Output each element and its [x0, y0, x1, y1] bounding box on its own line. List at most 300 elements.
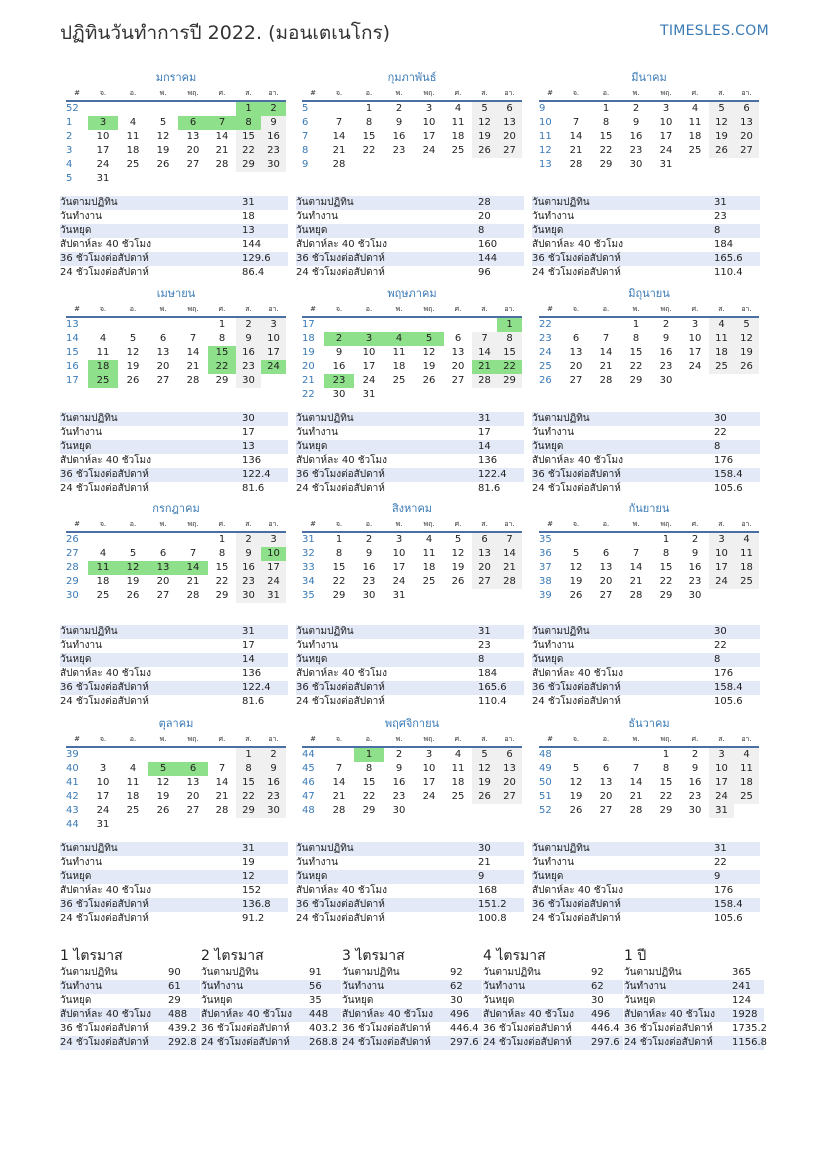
day-cell[interactable]: 25 — [451, 145, 465, 156]
day-cell[interactable]: 10 — [261, 332, 286, 346]
day-cell[interactable]: 21 — [472, 360, 497, 374]
day-cell[interactable]: 26 — [156, 805, 170, 816]
day-cell[interactable]: 28 — [215, 159, 229, 170]
day-cell[interactable]: 3 — [261, 532, 286, 547]
day-cell[interactable]: 2 — [691, 749, 699, 760]
day-cell[interactable]: 24 — [422, 791, 436, 802]
day-cell[interactable]: 22 — [362, 145, 376, 156]
day-cell[interactable]: 31 — [96, 819, 110, 830]
day-cell[interactable]: 3 — [425, 103, 433, 114]
day-cell[interactable]: 30 — [392, 805, 406, 816]
day-cell[interactable]: 6 — [178, 762, 208, 776]
day-cell[interactable]: 24 — [261, 360, 286, 374]
day-cell[interactable]: 8 — [662, 548, 670, 559]
day-cell[interactable]: 31 — [709, 804, 734, 818]
day-cell[interactable]: 6 — [159, 333, 167, 344]
day-cell[interactable]: 5 — [572, 548, 580, 559]
day-cell[interactable]: 10 — [659, 117, 673, 128]
day-cell[interactable]: 26 — [451, 576, 465, 587]
day-cell[interactable]: 16 — [362, 562, 376, 573]
day-cell[interactable]: 12 — [118, 561, 148, 575]
day-cell[interactable]: 18 — [126, 145, 140, 156]
day-cell[interactable]: 7 — [602, 333, 610, 344]
day-cell[interactable]: 29 — [236, 804, 261, 818]
day-cell[interactable]: 19 — [472, 776, 497, 790]
day-cell[interactable]: 13 — [569, 347, 583, 358]
day-cell[interactable]: 13 — [156, 347, 170, 358]
day-cell[interactable]: 2 — [261, 747, 286, 762]
day-cell[interactable]: 4 — [129, 117, 137, 128]
day-cell[interactable]: 30 — [362, 590, 376, 601]
day-cell[interactable]: 17 — [96, 145, 110, 156]
day-cell[interactable]: 6 — [454, 333, 462, 344]
day-cell[interactable]: 2 — [365, 534, 373, 545]
day-cell[interactable]: 20 — [186, 145, 200, 156]
day-cell[interactable]: 15 — [362, 131, 376, 142]
day-cell[interactable]: 12 — [709, 116, 734, 130]
day-cell[interactable]: 18 — [451, 131, 465, 142]
day-cell[interactable]: 19 — [709, 130, 734, 144]
day-cell[interactable]: 30 — [688, 590, 702, 601]
day-cell[interactable]: 27 — [186, 159, 200, 170]
day-cell[interactable]: 16 — [392, 131, 406, 142]
day-cell[interactable]: 26 — [126, 590, 140, 601]
day-cell[interactable]: 10 — [422, 763, 436, 774]
day-cell[interactable]: 4 — [709, 317, 734, 332]
day-cell[interactable]: 9 — [365, 548, 373, 559]
day-cell[interactable]: 12 — [156, 777, 170, 788]
day-cell[interactable]: 14 — [629, 562, 643, 573]
day-cell[interactable]: 1 — [335, 534, 343, 545]
day-cell[interactable]: 3 — [354, 332, 384, 346]
day-cell[interactable]: 11 — [734, 547, 759, 561]
day-cell[interactable]: 7 — [218, 763, 226, 774]
day-cell[interactable]: 1 — [632, 319, 640, 330]
day-cell[interactable]: 11 — [451, 117, 465, 128]
day-cell[interactable]: 17 — [96, 791, 110, 802]
day-cell[interactable]: 29 — [332, 590, 346, 601]
day-cell[interactable]: 20 — [472, 561, 497, 575]
day-cell[interactable]: 11 — [96, 347, 110, 358]
day-cell[interactable]: 6 — [472, 532, 497, 547]
day-cell[interactable]: 20 — [451, 361, 465, 372]
day-cell[interactable]: 23 — [659, 361, 673, 372]
day-cell[interactable]: 24 — [392, 576, 406, 587]
day-cell[interactable]: 5 — [148, 762, 178, 776]
day-cell[interactable]: 5 — [159, 117, 167, 128]
day-cell[interactable]: 22 — [599, 145, 613, 156]
day-cell[interactable]: 27 — [599, 805, 613, 816]
day-cell[interactable]: 1 — [236, 101, 261, 116]
day-cell[interactable]: 11 — [88, 561, 118, 575]
day-cell[interactable]: 15 — [332, 562, 346, 573]
day-cell[interactable]: 17 — [261, 561, 286, 575]
day-cell[interactable]: 27 — [472, 575, 497, 589]
day-cell[interactable]: 20 — [186, 791, 200, 802]
day-cell[interactable]: 21 — [599, 361, 613, 372]
day-cell[interactable]: 20 — [569, 361, 583, 372]
day-cell[interactable]: 3 — [425, 749, 433, 760]
day-cell[interactable]: 4 — [734, 747, 759, 762]
day-cell[interactable]: 16 — [261, 130, 286, 144]
day-cell[interactable]: 10 — [96, 131, 110, 142]
day-cell[interactable]: 21 — [332, 791, 346, 802]
day-cell[interactable]: 1 — [602, 103, 610, 114]
day-cell[interactable]: 30 — [688, 805, 702, 816]
day-cell[interactable]: 7 — [335, 763, 343, 774]
day-cell[interactable]: 27 — [156, 375, 170, 386]
day-cell[interactable]: 25 — [126, 159, 140, 170]
day-cell[interactable]: 29 — [659, 805, 673, 816]
day-cell[interactable]: 11 — [451, 763, 465, 774]
day-cell[interactable]: 19 — [422, 361, 436, 372]
day-cell[interactable]: 8 — [365, 763, 373, 774]
day-cell[interactable]: 19 — [569, 576, 583, 587]
day-cell[interactable]: 1 — [497, 317, 522, 332]
day-cell[interactable]: 16 — [236, 561, 261, 575]
day-cell[interactable]: 25 — [709, 360, 734, 374]
day-cell[interactable]: 18 — [126, 791, 140, 802]
day-cell[interactable]: 24 — [422, 145, 436, 156]
day-cell[interactable]: 20 — [734, 130, 759, 144]
day-cell[interactable]: 23 — [236, 575, 261, 589]
day-cell[interactable]: 19 — [569, 791, 583, 802]
day-cell[interactable]: 5 — [709, 101, 734, 116]
day-cell[interactable]: 31 — [659, 159, 673, 170]
day-cell[interactable]: 8 — [236, 116, 261, 130]
day-cell[interactable]: 9 — [395, 763, 403, 774]
day-cell[interactable]: 10 — [96, 777, 110, 788]
day-cell[interactable]: 17 — [659, 131, 673, 142]
day-cell[interactable]: 4 — [425, 534, 433, 545]
day-cell[interactable]: 8 — [335, 548, 343, 559]
day-cell[interactable]: 17 — [709, 561, 734, 575]
day-cell[interactable]: 17 — [362, 361, 376, 372]
day-cell[interactable]: 22 — [236, 790, 261, 804]
day-cell[interactable]: 21 — [332, 145, 346, 156]
day-cell[interactable]: 29 — [215, 590, 229, 601]
day-cell[interactable]: 8 — [365, 117, 373, 128]
day-cell[interactable]: 12 — [472, 762, 497, 776]
day-cell[interactable]: 15 — [629, 347, 643, 358]
day-cell[interactable]: 28 — [186, 590, 200, 601]
day-cell[interactable]: 5 — [129, 333, 137, 344]
day-cell[interactable]: 22 — [208, 360, 236, 374]
day-cell[interactable]: 28 — [497, 575, 522, 589]
day-cell[interactable]: 29 — [659, 590, 673, 601]
day-cell[interactable]: 27 — [599, 590, 613, 601]
day-cell[interactable]: 25 — [392, 375, 406, 386]
day-cell[interactable]: 29 — [497, 374, 522, 388]
day-cell[interactable]: 25 — [88, 374, 118, 388]
day-cell[interactable]: 25 — [126, 805, 140, 816]
day-cell[interactable]: 24 — [709, 575, 734, 589]
day-cell[interactable]: 28 — [629, 590, 643, 601]
day-cell[interactable]: 4 — [454, 103, 462, 114]
day-cell[interactable]: 27 — [497, 144, 522, 158]
day-cell[interactable]: 4 — [99, 548, 107, 559]
day-cell[interactable]: 15 — [599, 131, 613, 142]
day-cell[interactable]: 4 — [691, 103, 699, 114]
day-cell[interactable]: 15 — [236, 776, 261, 790]
day-cell[interactable]: 24 — [688, 361, 702, 372]
day-cell[interactable]: 18 — [88, 360, 118, 374]
day-cell[interactable]: 10 — [688, 333, 702, 344]
day-cell[interactable]: 19 — [126, 576, 140, 587]
day-cell[interactable]: 19 — [734, 346, 759, 360]
day-cell[interactable]: 23 — [392, 791, 406, 802]
day-cell[interactable]: 10 — [709, 547, 734, 561]
day-cell[interactable]: 22 — [215, 576, 229, 587]
day-cell[interactable]: 24 — [96, 159, 110, 170]
day-cell[interactable]: 25 — [96, 590, 110, 601]
day-cell[interactable]: 14 — [497, 547, 522, 561]
day-cell[interactable]: 22 — [659, 576, 673, 587]
day-cell[interactable]: 17 — [688, 347, 702, 358]
day-cell[interactable]: 14 — [472, 346, 497, 360]
day-cell[interactable]: 19 — [472, 130, 497, 144]
day-cell[interactable]: 2 — [395, 749, 403, 760]
day-cell[interactable]: 1 — [365, 103, 373, 114]
day-cell[interactable]: 13 — [497, 762, 522, 776]
day-cell[interactable]: 1 — [218, 534, 226, 545]
day-cell[interactable]: 3 — [709, 747, 734, 762]
day-cell[interactable]: 2 — [324, 332, 354, 346]
day-cell[interactable]: 28 — [186, 375, 200, 386]
day-cell[interactable]: 22 — [497, 360, 522, 374]
day-cell[interactable]: 13 — [472, 547, 497, 561]
day-cell[interactable]: 5 — [414, 332, 444, 346]
day-cell[interactable]: 3 — [261, 317, 286, 332]
day-cell[interactable]: 20 — [156, 576, 170, 587]
day-cell[interactable]: 12 — [569, 562, 583, 573]
day-cell[interactable]: 1 — [662, 749, 670, 760]
day-cell[interactable]: 9 — [691, 548, 699, 559]
day-cell[interactable]: 23 — [261, 144, 286, 158]
day-cell[interactable]: 23 — [261, 790, 286, 804]
day-cell[interactable]: 1 — [354, 747, 384, 762]
day-cell[interactable]: 13 — [599, 777, 613, 788]
day-cell[interactable]: 19 — [126, 361, 140, 372]
day-cell[interactable]: 21 — [497, 561, 522, 575]
day-cell[interactable]: 8 — [218, 548, 226, 559]
day-cell[interactable]: 14 — [332, 777, 346, 788]
day-cell[interactable]: 22 — [362, 791, 376, 802]
day-cell[interactable]: 27 — [497, 790, 522, 804]
day-cell[interactable]: 6 — [497, 747, 522, 762]
day-cell[interactable]: 15 — [659, 562, 673, 573]
day-cell[interactable]: 28 — [629, 805, 643, 816]
day-cell[interactable]: 8 — [236, 762, 261, 776]
day-cell[interactable]: 18 — [451, 777, 465, 788]
day-cell[interactable]: 29 — [362, 805, 376, 816]
day-cell[interactable]: 7 — [632, 548, 640, 559]
day-cell[interactable]: 18 — [392, 361, 406, 372]
day-cell[interactable]: 21 — [569, 145, 583, 156]
day-cell[interactable]: 7 — [572, 117, 580, 128]
day-cell[interactable]: 20 — [599, 791, 613, 802]
day-cell[interactable]: 24 — [96, 805, 110, 816]
day-cell[interactable]: 3 — [88, 116, 118, 130]
day-cell[interactable]: 22 — [332, 576, 346, 587]
day-cell[interactable]: 15 — [497, 346, 522, 360]
day-cell[interactable]: 10 — [362, 347, 376, 358]
day-cell[interactable]: 4 — [454, 749, 462, 760]
day-cell[interactable]: 13 — [734, 116, 759, 130]
day-cell[interactable]: 9 — [236, 332, 261, 346]
day-cell[interactable]: 25 — [734, 790, 759, 804]
day-cell[interactable]: 2 — [261, 101, 286, 116]
day-cell[interactable]: 21 — [215, 145, 229, 156]
day-cell[interactable]: 21 — [629, 791, 643, 802]
day-cell[interactable]: 30 — [261, 804, 286, 818]
day-cell[interactable]: 20 — [497, 130, 522, 144]
day-cell[interactable]: 28 — [569, 159, 583, 170]
day-cell[interactable]: 20 — [156, 361, 170, 372]
day-cell[interactable]: 28 — [599, 375, 613, 386]
day-cell[interactable]: 16 — [659, 347, 673, 358]
day-cell[interactable]: 2 — [632, 103, 640, 114]
day-cell[interactable]: 27 — [451, 375, 465, 386]
day-cell[interactable]: 9 — [335, 347, 343, 358]
day-cell[interactable]: 2 — [662, 319, 670, 330]
day-cell[interactable]: 5 — [734, 317, 759, 332]
day-cell[interactable]: 6 — [497, 101, 522, 116]
day-cell[interactable]: 6 — [602, 763, 610, 774]
day-cell[interactable]: 26 — [472, 790, 497, 804]
day-cell[interactable]: 3 — [99, 763, 107, 774]
day-cell[interactable]: 3 — [709, 532, 734, 547]
day-cell[interactable]: 23 — [324, 374, 354, 388]
day-cell[interactable]: 7 — [497, 532, 522, 547]
day-cell[interactable]: 14 — [178, 561, 208, 575]
day-cell[interactable]: 4 — [734, 532, 759, 547]
day-cell[interactable]: 8 — [218, 333, 226, 344]
day-cell[interactable]: 18 — [96, 576, 110, 587]
day-cell[interactable]: 8 — [602, 117, 610, 128]
day-cell[interactable]: 21 — [629, 576, 643, 587]
day-cell[interactable]: 11 — [688, 117, 702, 128]
day-cell[interactable]: 14 — [599, 347, 613, 358]
day-cell[interactable]: 27 — [156, 590, 170, 601]
day-cell[interactable]: 9 — [691, 763, 699, 774]
day-cell[interactable]: 14 — [332, 131, 346, 142]
day-cell[interactable]: 5 — [572, 763, 580, 774]
day-cell[interactable]: 6 — [602, 548, 610, 559]
day-cell[interactable]: 13 — [451, 347, 465, 358]
day-cell[interactable]: 8 — [632, 333, 640, 344]
day-cell[interactable]: 24 — [709, 790, 734, 804]
day-cell[interactable]: 6 — [178, 116, 208, 130]
day-cell[interactable]: 24 — [659, 145, 673, 156]
day-cell[interactable]: 13 — [186, 777, 200, 788]
day-cell[interactable]: 30 — [629, 159, 643, 170]
day-cell[interactable]: 23 — [629, 145, 643, 156]
day-cell[interactable]: 4 — [99, 333, 107, 344]
day-cell[interactable]: 14 — [569, 131, 583, 142]
day-cell[interactable]: 11 — [734, 762, 759, 776]
day-cell[interactable]: 7 — [208, 116, 236, 130]
day-cell[interactable]: 12 — [422, 347, 436, 358]
day-cell[interactable]: 18 — [688, 131, 702, 142]
day-cell[interactable]: 22 — [659, 791, 673, 802]
day-cell[interactable]: 24 — [362, 375, 376, 386]
day-cell[interactable]: 17 — [392, 562, 406, 573]
day-cell[interactable]: 18 — [422, 562, 436, 573]
day-cell[interactable]: 7 — [472, 332, 497, 346]
day-cell[interactable]: 14 — [186, 347, 200, 358]
day-cell[interactable]: 19 — [451, 562, 465, 573]
day-cell[interactable]: 12 — [451, 548, 465, 559]
day-cell[interactable]: 7 — [189, 333, 197, 344]
day-cell[interactable]: 24 — [261, 575, 286, 589]
day-cell[interactable]: 16 — [332, 361, 346, 372]
day-cell[interactable]: 7 — [335, 117, 343, 128]
day-cell[interactable]: 25 — [688, 145, 702, 156]
day-cell[interactable]: 30 — [659, 375, 673, 386]
day-cell[interactable]: 13 — [599, 562, 613, 573]
day-cell[interactable]: 28 — [332, 805, 346, 816]
day-cell[interactable]: 10 — [392, 548, 406, 559]
day-cell[interactable]: 28 — [332, 159, 346, 170]
day-cell[interactable]: 17 — [422, 131, 436, 142]
day-cell[interactable]: 9 — [261, 116, 286, 130]
day-cell[interactable]: 9 — [632, 117, 640, 128]
site-link[interactable]: TIMESLES.COM — [660, 23, 769, 39]
day-cell[interactable]: 11 — [422, 548, 436, 559]
day-cell[interactable]: 10 — [261, 547, 286, 561]
day-cell[interactable]: 15 — [659, 777, 673, 788]
day-cell[interactable]: 14 — [629, 777, 643, 788]
day-cell[interactable]: 26 — [569, 590, 583, 601]
day-cell[interactable]: 30 — [236, 589, 261, 603]
day-cell[interactable]: 9 — [662, 333, 670, 344]
day-cell[interactable]: 31 — [362, 389, 376, 400]
day-cell[interactable]: 21 — [186, 576, 200, 587]
day-cell[interactable]: 19 — [156, 791, 170, 802]
day-cell[interactable]: 13 — [186, 131, 200, 142]
day-cell[interactable]: 12 — [472, 116, 497, 130]
day-cell[interactable]: 17 — [422, 777, 436, 788]
day-cell[interactable]: 3 — [395, 534, 403, 545]
day-cell[interactable]: 22 — [629, 361, 643, 372]
day-cell[interactable]: 31 — [392, 590, 406, 601]
day-cell[interactable]: 21 — [215, 791, 229, 802]
day-cell[interactable]: 3 — [662, 103, 670, 114]
day-cell[interactable]: 23 — [688, 576, 702, 587]
day-cell[interactable]: 22 — [236, 144, 261, 158]
day-cell[interactable]: 26 — [472, 144, 497, 158]
day-cell[interactable]: 9 — [261, 762, 286, 776]
day-cell[interactable]: 16 — [236, 346, 261, 360]
day-cell[interactable]: 12 — [734, 332, 759, 346]
day-cell[interactable]: 4 — [384, 332, 414, 346]
day-cell[interactable]: 13 — [148, 561, 178, 575]
day-cell[interactable]: 2 — [395, 103, 403, 114]
day-cell[interactable]: 19 — [156, 145, 170, 156]
day-cell[interactable]: 7 — [189, 548, 197, 559]
day-cell[interactable]: 26 — [569, 805, 583, 816]
day-cell[interactable]: 6 — [572, 333, 580, 344]
day-cell[interactable]: 29 — [599, 159, 613, 170]
day-cell[interactable]: 8 — [497, 332, 522, 346]
day-cell[interactable]: 5 — [472, 747, 497, 762]
day-cell[interactable]: 1 — [218, 319, 226, 330]
day-cell[interactable]: 23 — [688, 791, 702, 802]
day-cell[interactable]: 2 — [236, 532, 261, 547]
day-cell[interactable]: 27 — [569, 375, 583, 386]
day-cell[interactable]: 26 — [126, 375, 140, 386]
